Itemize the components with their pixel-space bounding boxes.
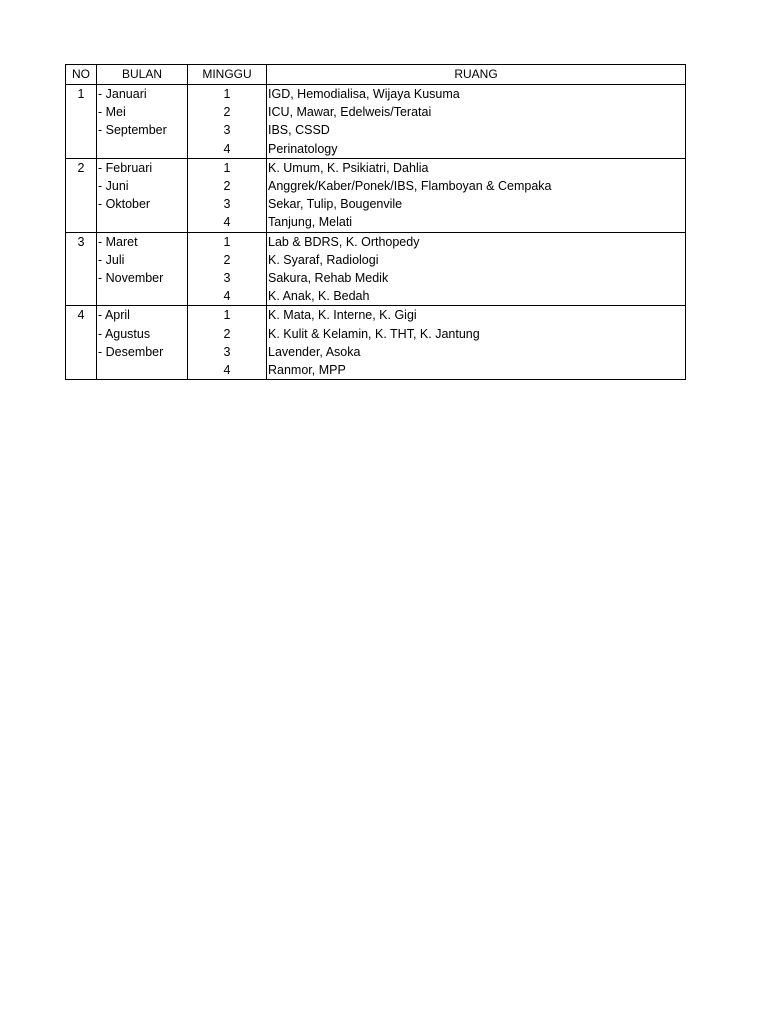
- cell-minggu: 4: [188, 140, 267, 159]
- cell-minggu: 4: [188, 287, 267, 306]
- cell-ruang: K. Umum, K. Psikiatri, Dahlia: [267, 158, 686, 177]
- cell-no: [66, 361, 97, 380]
- table-row: [66, 140, 686, 159]
- cell-ruang: Perinatology: [267, 140, 686, 159]
- cell-bulan: - Agustus: [97, 325, 188, 343]
- cell-no: [66, 213, 97, 232]
- cell-no: [66, 177, 97, 195]
- cell-bulan: [97, 140, 188, 159]
- cell-minggu: 2: [188, 325, 267, 343]
- header-ruang: RUANG: [267, 65, 686, 85]
- cell-ruang: Lab & BDRS, K. Orthopedy: [267, 232, 686, 251]
- cell-no: [66, 287, 97, 306]
- cell-minggu: 2: [188, 103, 267, 121]
- header-row: [66, 65, 686, 85]
- cell-ruang: ICU, Mawar, Edelweis/Teratai: [267, 103, 686, 121]
- cell-no: [66, 103, 97, 121]
- table-row: [66, 325, 686, 343]
- cell-minggu: 1: [188, 85, 267, 104]
- schedule-body: [66, 85, 686, 380]
- cell-bulan: - Maret: [97, 232, 188, 251]
- cell-minggu: 2: [188, 251, 267, 269]
- cell-ruang: Sekar, Tulip, Bougenvile: [267, 195, 686, 213]
- cell-no: [66, 343, 97, 361]
- cell-ruang: Sakura, Rehab Medik: [267, 269, 686, 287]
- cell-ruang: K. Syaraf, Radiologi: [267, 251, 686, 269]
- table-row: [66, 251, 686, 269]
- cell-no: [66, 121, 97, 139]
- cell-bulan: - November: [97, 269, 188, 287]
- table-row: [66, 232, 686, 251]
- table-row: [66, 85, 686, 104]
- cell-bulan: [97, 213, 188, 232]
- table-row: [66, 306, 686, 325]
- schedule-table: [65, 64, 686, 380]
- cell-no: [66, 325, 97, 343]
- cell-minggu: 3: [188, 121, 267, 139]
- header-no: NO: [66, 65, 97, 85]
- cell-bulan: - Desember: [97, 343, 188, 361]
- cell-no: [66, 140, 97, 159]
- cell-no: 3: [66, 232, 97, 251]
- table-row: [66, 121, 686, 139]
- cell-minggu: 3: [188, 195, 267, 213]
- cell-no: 1: [66, 85, 97, 104]
- header-bulan: BULAN: [97, 65, 188, 85]
- cell-ruang: Tanjung, Melati: [267, 213, 686, 232]
- table-row: [66, 195, 686, 213]
- cell-bulan: [97, 361, 188, 380]
- cell-ruang: K. Anak, K. Bedah: [267, 287, 686, 306]
- cell-no: [66, 251, 97, 269]
- cell-bulan: [97, 287, 188, 306]
- cell-no: 2: [66, 158, 97, 177]
- cell-bulan: - Februari: [97, 158, 188, 177]
- cell-ruang: Anggrek/Kaber/Ponek/IBS, Flamboyan & Cempaka: [267, 177, 686, 195]
- cell-no: 4: [66, 306, 97, 325]
- cell-ruang: K. Mata, K. Interne, K. Gigi: [267, 306, 686, 325]
- cell-no: [66, 195, 97, 213]
- cell-bulan: - September: [97, 121, 188, 139]
- cell-ruang: Lavender, Asoka: [267, 343, 686, 361]
- cell-ruang: IBS, CSSD: [267, 121, 686, 139]
- cell-bulan: - Juni: [97, 177, 188, 195]
- table-row: [66, 269, 686, 287]
- table-row: [66, 213, 686, 232]
- cell-ruang: IGD, Hemodialisa, Wijaya Kusuma: [267, 85, 686, 104]
- cell-minggu: 1: [188, 232, 267, 251]
- cell-minggu: 4: [188, 361, 267, 380]
- cell-ruang: K. Kulit & Kelamin, K. THT, K. Jantung: [267, 325, 686, 343]
- header-minggu: MINGGU: [188, 65, 267, 85]
- cell-ruang: Ranmor, MPP: [267, 361, 686, 380]
- cell-minggu: 1: [188, 306, 267, 325]
- cell-bulan: - Januari: [97, 85, 188, 104]
- cell-bulan: - Juli: [97, 251, 188, 269]
- table-row: [66, 103, 686, 121]
- table-row: [66, 177, 686, 195]
- cell-minggu: 3: [188, 269, 267, 287]
- table-row: [66, 158, 686, 177]
- cell-bulan: - Oktober: [97, 195, 188, 213]
- cell-minggu: 1: [188, 158, 267, 177]
- cell-no: [66, 269, 97, 287]
- cell-minggu: 2: [188, 177, 267, 195]
- cell-minggu: 3: [188, 343, 267, 361]
- table-row: [66, 361, 686, 380]
- table-row: [66, 287, 686, 306]
- cell-minggu: 4: [188, 213, 267, 232]
- cell-bulan: - Mei: [97, 103, 188, 121]
- cell-bulan: - April: [97, 306, 188, 325]
- table-row: [66, 343, 686, 361]
